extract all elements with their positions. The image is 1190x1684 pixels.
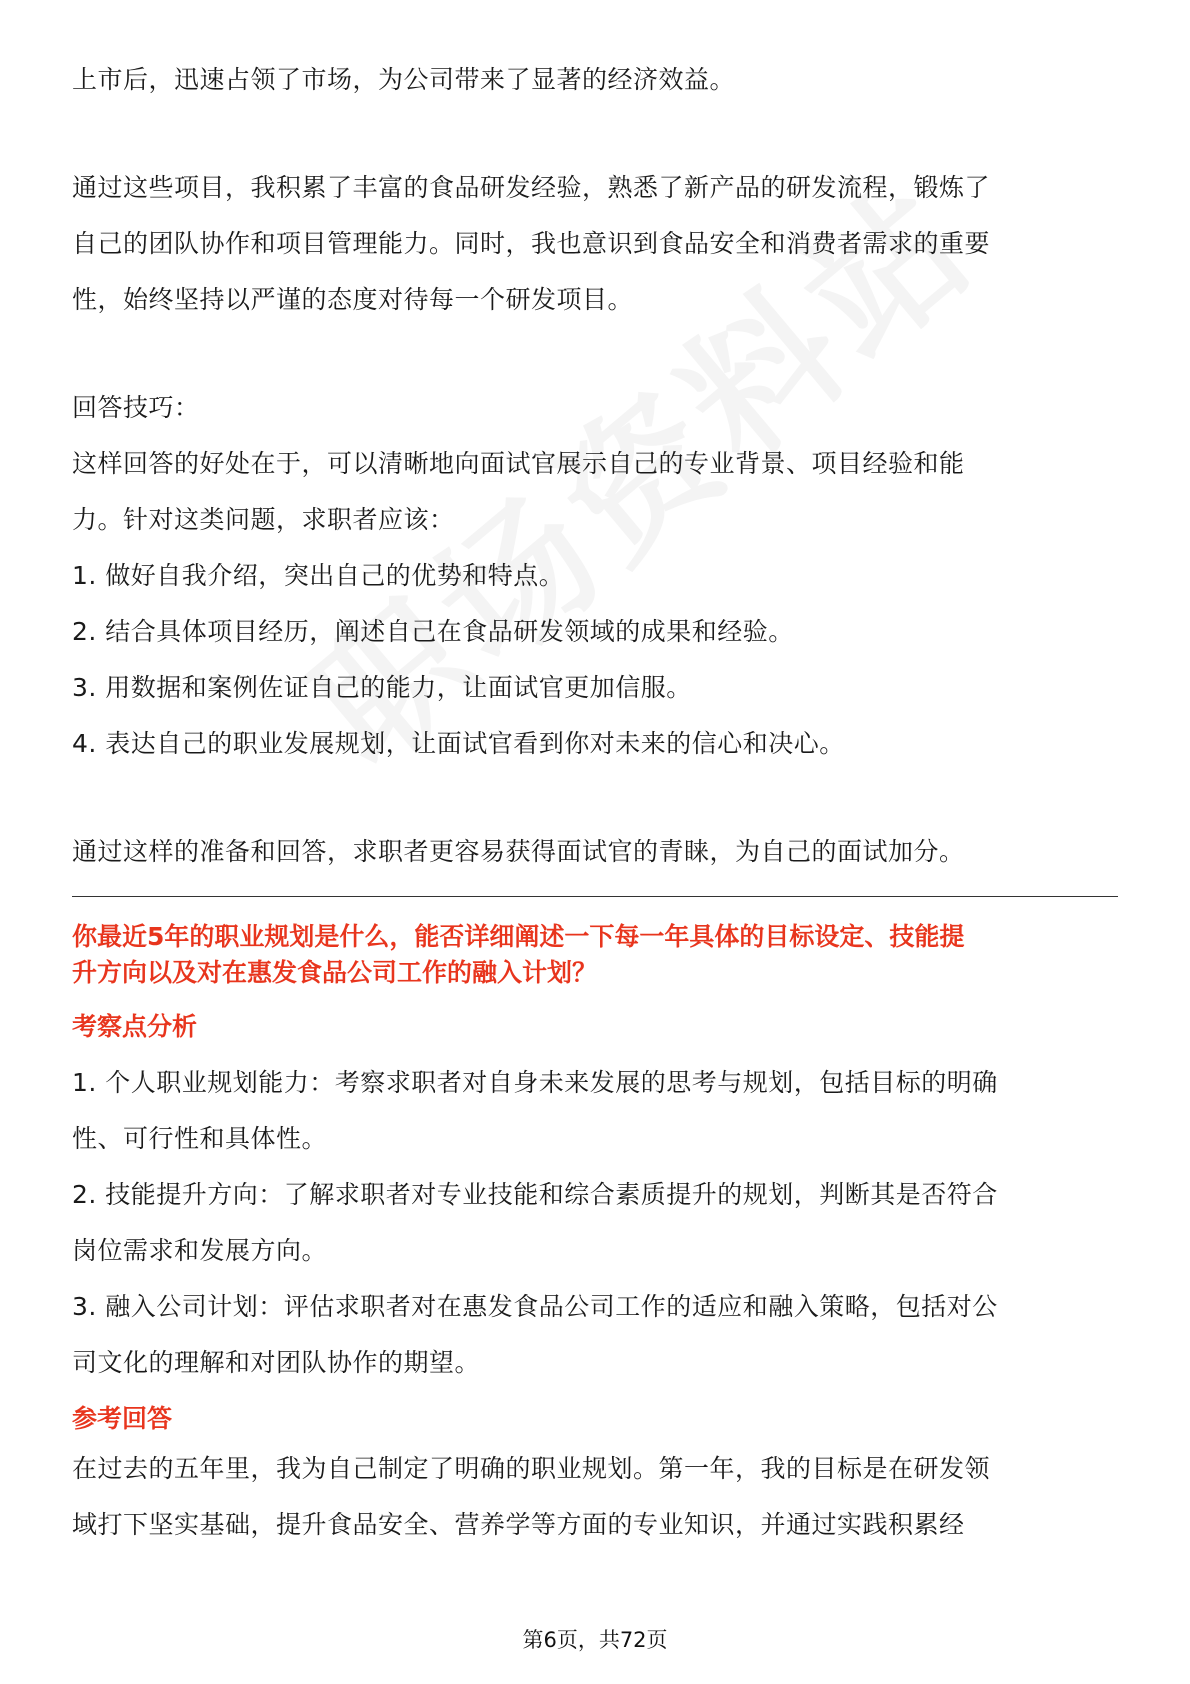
answer-line: 域打下坚实基础，提升食品安全、营养学等方面的专业知识，并通过实践积累经 bbox=[72, 1510, 965, 1539]
analysis-line: 司文化的理解和对团队协作的期望。 bbox=[72, 1348, 481, 1377]
question-line: 你最近5年的职业规划是什么，能否详细阐述一下每一年具体的目标设定、技能提 bbox=[72, 922, 965, 951]
paragraph-line: 这样回答的好处在于，可以清晰地向面试官展示自己的专业背景、项目经验和能 bbox=[72, 449, 965, 478]
document-page bbox=[72, 52, 1118, 1553]
question-heading bbox=[72, 919, 1118, 991]
paragraph: 上市后，迅速占领了市场，为公司带来了显著的经济效益。 bbox=[72, 65, 736, 94]
paragraph-line: 自己的团队协作和项目管理能力。同时，我也意识到食品安全和消费者需求的重要 bbox=[72, 229, 991, 258]
analysis-line: 岗位需求和发展方向。 bbox=[72, 1236, 328, 1265]
paragraph-line: 通过这些项目，我积累了丰富的食品研发经验，熟悉了新产品的研发流程，锻炼了 bbox=[72, 173, 991, 202]
list-item: 3. 用数据和案例佐证自己的能力，让面试官更加信服。 bbox=[72, 673, 692, 702]
analysis-line: 1. 个人职业规划能力：考察求职者对自身未来发展的思考与规划，包括目标的明确 bbox=[72, 1068, 998, 1097]
list-item: 1. 做好自我介绍，突出自己的优势和特点。 bbox=[72, 561, 565, 590]
analysis-line: 3. 融入公司计划：评估求职者对在惠发食品公司工作的适应和融入策略，包括对公 bbox=[72, 1292, 998, 1321]
question-line: 升方向以及对在惠发食品公司工作的融入计划？ bbox=[72, 958, 598, 987]
list-item: 2. 结合具体项目经历，阐述自己在食品研发领域的成果和经验。 bbox=[72, 617, 794, 646]
analysis-title: 考察点分析 bbox=[72, 1012, 198, 1041]
analysis-line: 性、可行性和具体性。 bbox=[72, 1124, 328, 1153]
list-item: 4. 表达自己的职业发展规划，让面试官看到你对未来的信心和决心。 bbox=[72, 729, 845, 758]
section-divider bbox=[72, 896, 1118, 897]
paragraph-line: 力。针对这类问题，求职者应该： bbox=[72, 505, 455, 534]
analysis-line: 2. 技能提升方向：了解求职者对专业技能和综合素质提升的规划，判断其是否符合 bbox=[72, 1180, 998, 1209]
closing-paragraph: 通过这样的准备和回答，求职者更容易获得面试官的青睐，为自己的面试加分。 bbox=[72, 837, 965, 866]
answer-title: 参考回答 bbox=[72, 1404, 173, 1433]
paragraph-line: 性，始终坚持以严谨的态度对待每一个研发项目。 bbox=[72, 285, 634, 314]
page-number: 第6页，共72页 bbox=[522, 1628, 668, 1652]
answer-line: 在过去的五年里，我为自己制定了明确的职业规划。第一年，我的目标是在研发领 bbox=[72, 1454, 991, 1483]
tips-heading: 回答技巧： bbox=[72, 393, 200, 422]
